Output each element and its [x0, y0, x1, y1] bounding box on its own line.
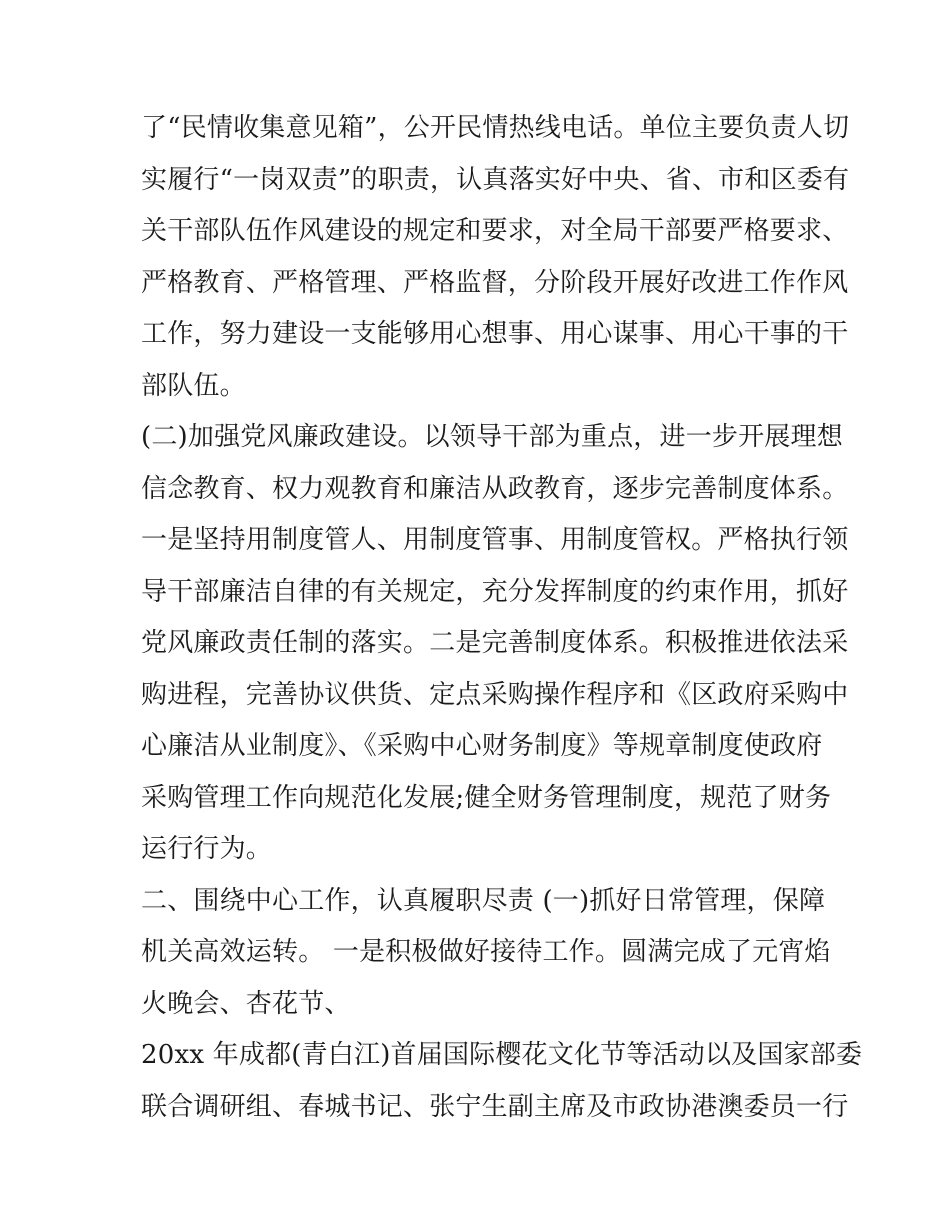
- text-line: 严格教育、严格管理、严格监督，分阶段开展好改进工作作风: [141, 267, 849, 298]
- text-line: 联合调研组、春城书记、张宁生副主席及市政协港澳委员一行: [141, 1091, 849, 1122]
- text-line: 购进程，完善协议供货、定点采购操作程序和《区政府采购中: [141, 679, 849, 710]
- text-line: 导干部廉洁自律的有关规定，充分发挥制度的约束作用，抓好: [141, 576, 849, 607]
- body-text: [141, 103, 863, 1133]
- text-line: 运行行为。: [141, 834, 273, 864]
- text-line: 火晚会、杏花节、: [141, 988, 351, 1019]
- text-line: 20xx 年成都(青白江)首届国际樱花文化节等活动以及国家部委: [141, 1040, 863, 1070]
- section-heading-line: 二、围绕中心工作，认真履职尽责 (一)抓好日常管理，保障: [141, 885, 826, 916]
- text-line: 关干部队伍作风建设的规定和要求，对全局干部要严格要求、: [141, 216, 849, 246]
- section-heading-line: (二)加强党风廉政建设。以领导干部为重点，进一步开展理想: [141, 422, 843, 452]
- text-line: 信念教育、权力观教育和廉洁从政教育，逐步完善制度体系。: [141, 473, 849, 504]
- text-line: 一是坚持用制度管人、用制度管事、用制度管权。严格执行领: [141, 525, 849, 555]
- text-line: 机关高效运转。 一是积极做好接待工作。圆满完成了元宵焰: [141, 937, 831, 967]
- text-line: 党风廉政责任制的落实。二是完善制度体系。积极推进依法采: [141, 628, 849, 658]
- text-line: 采购管理工作向规范化发展;健全财务管理制度，规范了财务: [141, 782, 832, 813]
- text-line: 实履行“一岗双责”的职责，认真落实好中央、省、市和区委有: [141, 164, 850, 195]
- text-line: 工作，努力建设一支能够用心想事、用心谋事、用心干事的干: [141, 319, 849, 349]
- text-line: 心廉洁从业制度》、《采购中心财务制度》等规章制度使政府: [141, 731, 823, 761]
- text-line: 了“民情收集意见箱”，公开民情热线电话。单位主要负责人切: [141, 113, 850, 143]
- text-line: 部队伍。: [141, 370, 246, 401]
